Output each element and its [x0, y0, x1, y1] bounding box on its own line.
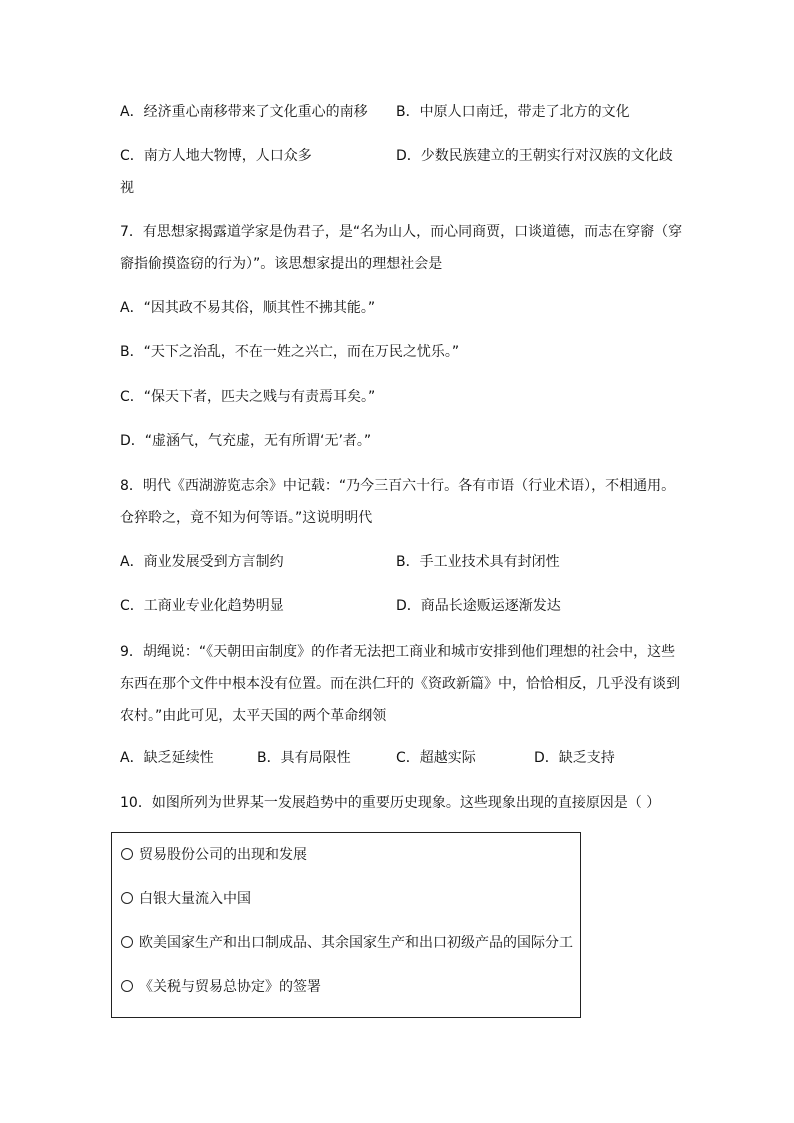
q9-option-c: C．超越实际 — [396, 750, 476, 766]
q10-figure-item — [121, 933, 573, 953]
q8-option-c: C．工商业专业化趋势明显 — [120, 598, 284, 614]
q6-option-d: D．少数民族建立的王朝实行对汉族的文化歧 — [396, 148, 673, 164]
q7-stem-line-2: 窬指偷摸盗窃的行为）”。该思想家提出的理想社会是 — [120, 256, 443, 272]
q7-stem-line-1: 7．有思想家揭露道学家是伪君子，是“名为山人，而心同商贾，口谈道德，而志在穿窬（穿 — [120, 224, 683, 240]
q9-option-a: A．缺乏延续性 — [120, 750, 214, 766]
circle-bullet-icon — [121, 936, 133, 948]
q8-option-d: D．商品长途贩运逐渐发达 — [396, 598, 561, 614]
circle-bullet-icon — [121, 980, 133, 992]
q9-stem-line-2: 东西在那个文件中根本没有位置。而在洪仁玕的《资政新篇》中，恰恰相反，几乎没有谈到 — [120, 676, 680, 692]
q6-option-b: B．中原人口南迁，带走了北方的文化 — [396, 104, 630, 120]
q10-figure-item-text: 欧美国家生产和出口制成品、其余国家生产和出口初级产品的国际分工 — [139, 935, 573, 951]
q7-option-d: D．“虚涵气，气充虚，无有所谓‘无’者。” — [120, 433, 372, 449]
q10-stem: 10．如图所列为世界某一发展趋势中的重要历史现象。这些现象出现的直接原因是（ ） — [120, 795, 661, 811]
q6-option-d-continued: 视 — [120, 180, 134, 196]
q10-figure-item-text: 白银大量流入中国 — [139, 891, 251, 907]
q8-option-b: B．手工业技术具有封闭性 — [396, 554, 560, 570]
q9-option-d: D．缺乏支持 — [534, 750, 615, 766]
circle-bullet-icon — [121, 892, 133, 904]
q10-figure-item-text: 《关税与贸易总协定》的签署 — [139, 979, 321, 995]
q6-option-a: A．经济重心南移带来了文化重心的南移 — [120, 104, 368, 120]
q8-option-a: A．商业发展受到方言制约 — [120, 554, 284, 570]
q10-figure-item — [121, 889, 251, 909]
q10-figure-item — [121, 845, 307, 865]
q9-stem-line-1: 9．胡绳说：“《天朝田亩制度》的作者无法把工商业和城市安排到他们理想的社会中，这些 — [120, 644, 676, 660]
q10-figure-box — [111, 832, 581, 1018]
q10-figure-item-text: 贸易股份公司的出现和发展 — [139, 847, 307, 863]
circle-bullet-icon — [121, 848, 133, 860]
q8-stem-line-2: 仓猝聆之，竟不知为何等语。”这说明明代 — [120, 510, 373, 526]
q7-option-c: C．“保天下者，匹夫之贱与有责焉耳矣。” — [120, 389, 376, 405]
q10-figure-item — [121, 977, 321, 997]
q9-stem-line-3: 农村。”由此可见，太平天国的两个革命纲领 — [120, 708, 387, 724]
q7-option-a: A．“因其政不易其俗，顺其性不拂其能。” — [120, 300, 376, 316]
q6-option-c: C．南方人地大物博，人口众多 — [120, 148, 312, 164]
q9-option-b: B．具有局限性 — [257, 750, 351, 766]
q7-option-b: B．“天下之治乱，不在一姓之兴亡，而在万民之忧乐。” — [120, 344, 460, 360]
q8-stem-line-1: 8．明代《西湖游览志余》中记载：“乃今三百六十行。各有市语（行业术语），不相通用。 — [120, 478, 676, 494]
